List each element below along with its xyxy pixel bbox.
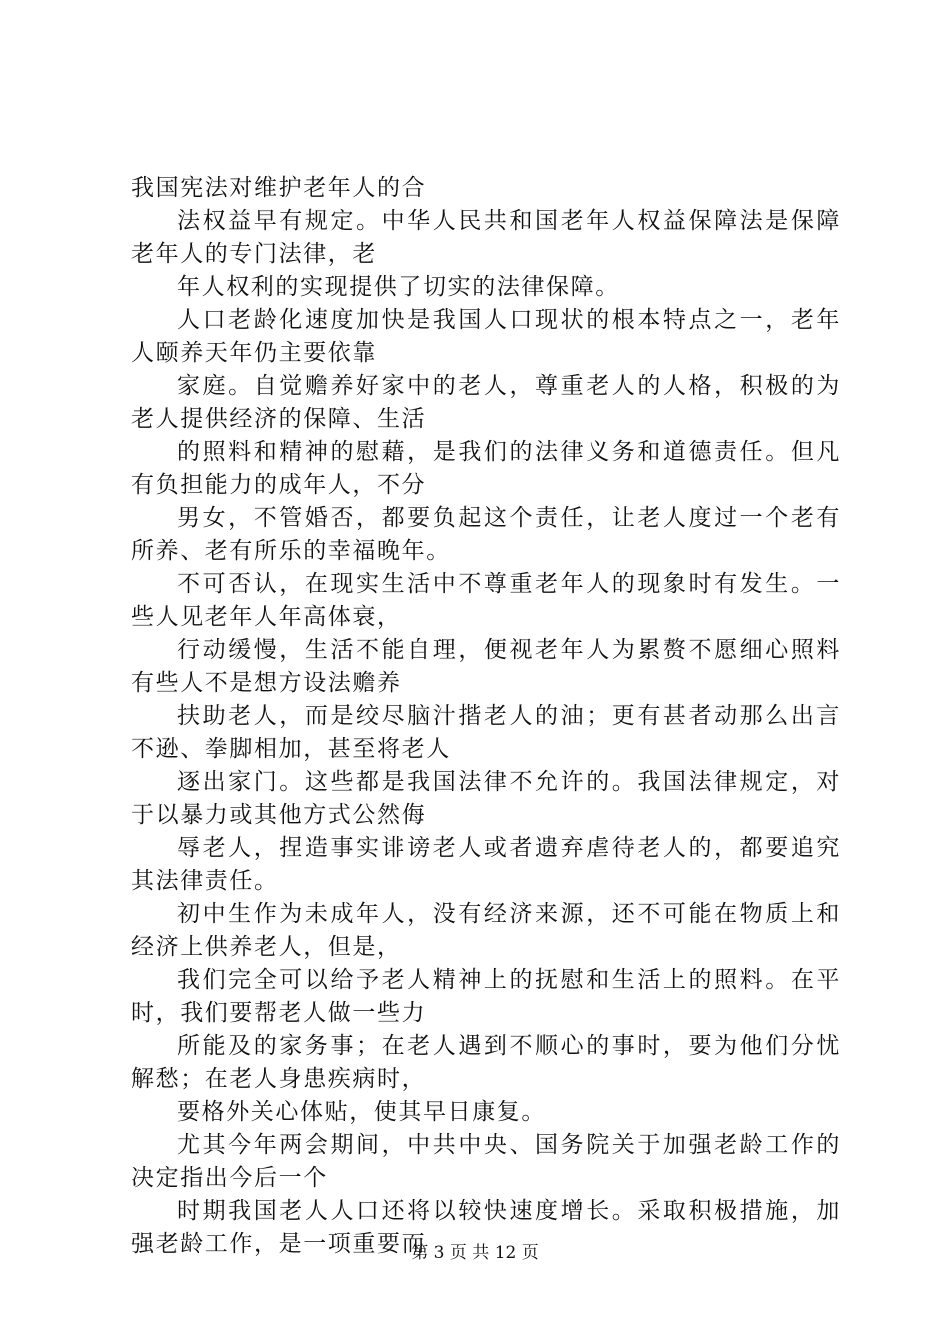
paragraph-8: 不可否认，在现实生活中不尊重老年人的现象时有发生。一些人见老年人年高体衰， <box>131 571 841 630</box>
paragraph-18: 时期我国老人人口还将以较快速度增长。采取积极措施，加强老龄工作，是一项重要而 <box>131 1198 841 1257</box>
paragraph-14: 我们完全可以给予老人精神上的抚慰和生活上的照料。在平时，我们要帮老人做一些力 <box>131 967 841 1026</box>
paragraph-16: 要格外关心体贴，使其早日康复。 <box>177 1099 546 1125</box>
paragraph-6: 的照料和精神的慰藉，是我们的法律义务和道德责任。但凡有负担能力的成年人，不分 <box>131 439 841 498</box>
paragraph-15: 所能及的家务事；在老人遇到不顺心的事时，要为他们分忧解愁；在老人身患疾病时， <box>131 1033 841 1092</box>
page-number-footer: 第 3 页 共 12 页 <box>411 1243 539 1263</box>
paragraph-13: 初中生作为未成年人，没有经济来源，还不可能在物质上和经济上供养老人，但是， <box>131 901 841 960</box>
paragraph-10: 扶助老人，而是绞尽脑汁揩老人的油；更有甚者动那么出言不逊、拳脚相加，甚至将老人 <box>131 703 841 762</box>
document-body <box>131 172 841 1261</box>
paragraph-7: 男女，不管婚否，都要负起这个责任，让老人度过一个老有所养、老有所乐的幸福晚年。 <box>131 505 841 564</box>
paragraph-11: 逐出家门。这些都是我国法律不允许的。我国法律规定，对于以暴力或其他方式公然侮 <box>131 769 841 828</box>
paragraph-9: 行动缓慢，生活不能自理，便视老年人为累赘不愿细心照料有些人不是想方设法赡养 <box>131 637 841 696</box>
paragraph-17: 尤其今年两会期间，中共中央、国务院关于加强老龄工作的决定指出今后一个 <box>131 1132 841 1191</box>
paragraph-5: 家庭。自觉赡养好家中的老人，尊重老人的人格，积极的为老人提供经济的保障、生活 <box>131 373 841 432</box>
paragraph-12: 辱老人，捏造事实诽谤老人或者遗弃虐待老人的，都要追究其法律责任。 <box>131 835 841 894</box>
paragraph-1: 我国宪法对维护老年人的合 <box>131 175 427 201</box>
paragraph-3: 年人权利的实现提供了切实的法律保障。 <box>177 274 620 300</box>
paragraph-4: 人口老龄化速度加快是我国人口现状的根本特点之一，老年人颐养天年仍主要依靠 <box>131 307 841 366</box>
paragraph-2: 法权益早有规定。中华人民共和国老年人权益保障法是保障老年人的专门法律，老 <box>131 208 841 267</box>
